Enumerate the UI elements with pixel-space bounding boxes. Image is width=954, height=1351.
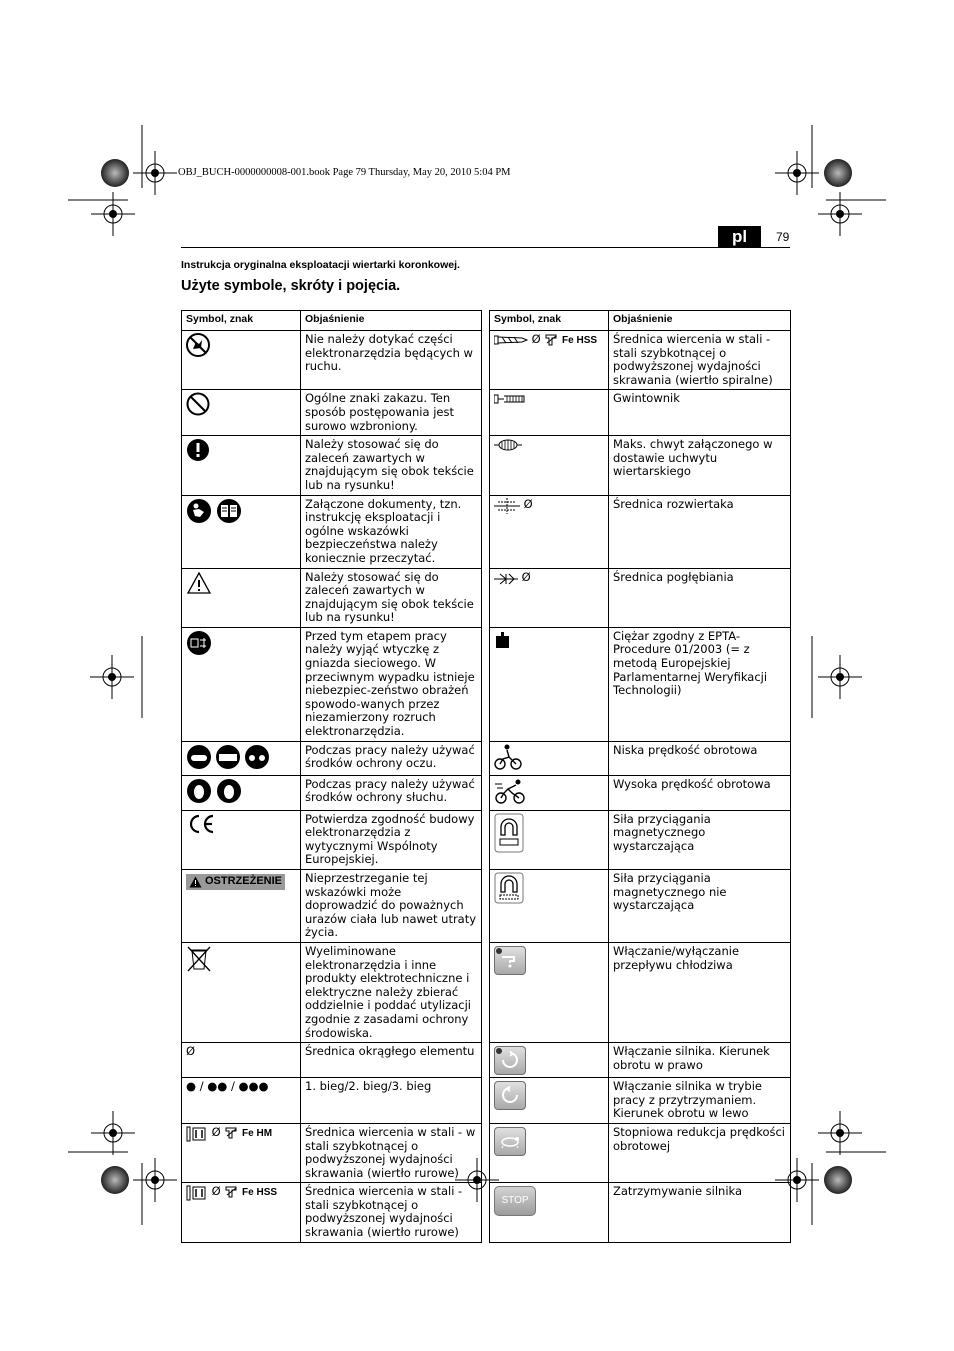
no-touching-moving-parts-icon: [186, 333, 210, 357]
diameter-symbol: Ø: [186, 1044, 196, 1059]
explanation-cell: Podczas pracy należy używać środków ochrony słuchu.: [301, 775, 482, 810]
explanation-cell: Średnica pogłębiania: [609, 568, 791, 627]
ear-protection-icons: [186, 778, 242, 804]
steel-block-icon: [544, 333, 558, 347]
magnet-insufficient-icon: [494, 872, 524, 904]
steel-hss-label: Fe HSS: [562, 335, 598, 346]
explanation-cell: Ogólne znaki zakazu. Ten sposób postępowania jest surowo wzbroniony.: [301, 390, 482, 436]
ce-mark-icon: [186, 813, 216, 835]
mandatory-exclamation-icon: [186, 438, 210, 462]
explanation-cell: Potwierdza zgodność budowy elektronarzędzia z wytycznymi Wspólnoty Europejskiej.: [301, 810, 482, 869]
steel-block-icon: [224, 1185, 238, 1199]
symbol-cell: [182, 390, 301, 436]
stop-button-icon: STOP: [494, 1186, 536, 1216]
explanation-cell: Należy stosować się do zaleceń zawartych w znajdującym się obok tekście lub na rysunku!: [301, 436, 482, 495]
table-row: [182, 1123, 791, 1182]
symbol-cell: [490, 627, 609, 741]
motor-ccw-button-icon: [494, 1081, 526, 1110]
table-row: [182, 568, 791, 627]
symbol-cell: [182, 568, 301, 627]
explanation-cell: Niska prędkość obrotowa: [609, 741, 791, 775]
header-explanation-right: Objaśnienie: [609, 311, 791, 331]
explanation-cell: Należy stosować się do zaleceń zawartych w znajdującym się obok tekście lub na rysunku!: [301, 568, 482, 627]
explanation-cell: Wyeliminowane elektronarzędzia i inne produkty elektrotechniczne i elektryczne należy zbierać oddzielnie i poddać utylizacji zgodnie z zasadami ochrony środowiska.: [301, 942, 482, 1042]
page-title: Użyte symbole, skróty i pojęcia.: [181, 278, 401, 294]
header-explanation-left: Objaśnienie: [301, 311, 482, 331]
diameter-symbol: Ø: [521, 569, 531, 584]
table-row: [182, 870, 791, 943]
symbol-cell: [490, 436, 609, 495]
language-badge: pl: [718, 226, 761, 247]
table-row: [182, 495, 791, 568]
explanation-cell: Siła przyciągania magnetycznego wystarczająca: [609, 810, 791, 869]
explanation-cell: Średnica okrągłego elementu: [301, 1043, 482, 1078]
table-row: [182, 627, 791, 741]
weight-icon: [494, 630, 512, 650]
symbol-cell: [490, 331, 609, 390]
steel-hm-label: Fe HM: [242, 1127, 273, 1139]
steel-hss-label: Fe HSS: [242, 1187, 278, 1199]
table-row: [182, 1043, 791, 1078]
symbols-table: [181, 310, 791, 1243]
explanation-cell: Włączanie silnika. Kierunek obrotu w prawo: [609, 1043, 791, 1078]
explanation-cell: Stopniowa redukcja prędkości obrotowej: [609, 1123, 791, 1182]
diameter-symbol: Ø: [523, 496, 533, 511]
header-symbol-left: Symbol, znak: [182, 311, 301, 331]
table-row: [182, 331, 791, 390]
explanation-cell: Ciężar zgodny z EPTA-Procedure 01/2003 (= z metodą Europejskiej Parlamentarnej Weryfikacji Technologii): [609, 627, 791, 741]
symbol-cell: [182, 1183, 301, 1242]
symbol-cell: [490, 741, 609, 775]
eye-protection-icons: [186, 744, 270, 770]
coolant-button-icon: [494, 946, 526, 975]
motor-cw-button-icon: [494, 1046, 526, 1075]
explanation-cell: Średnica wiercenia w stali - w stali szybkotnącej o podwyższonej wydajności skrawania (wiertło rurowe): [301, 1123, 482, 1182]
explanation-cell: Załączone dokumenty, tzn. instrukcję eksploatacji i ogólne wskazówki bezpieczeństwa należy koniecznie przeczytać.: [301, 495, 482, 568]
symbol-cell: [182, 870, 301, 943]
symbol-cell: [182, 495, 301, 568]
symbol-cell: [182, 1123, 301, 1182]
symbol-cell: [490, 942, 609, 1042]
diameter-symbol: Ø: [211, 1184, 221, 1199]
header-rule: [181, 247, 790, 248]
explanation-cell: Siła przyciągania magnetycznego nie wystarczająca: [609, 870, 791, 943]
table-row: [182, 810, 791, 869]
gear-dots: ● / ●● / ●●●: [186, 1079, 269, 1094]
core-drill-hss-icon: [186, 1185, 208, 1201]
table-header-row: [182, 311, 791, 331]
symbol-cell: [182, 741, 301, 775]
symbol-cell: [182, 627, 301, 741]
read-manual-icon: [186, 498, 242, 524]
warning-triangle-small-icon: [189, 876, 202, 888]
symbol-cell: [182, 1078, 301, 1124]
table-row: [182, 942, 791, 1042]
high-speed-cyclist-icon: [494, 778, 526, 804]
explanation-cell: Średnica wiercenia w stali - stali szybkotnącej o podwyższonej wydajności skrawania (wiertło rurowe): [301, 1183, 482, 1242]
warning-triangle-icon: [186, 571, 212, 595]
explanation-cell: Maks. chwyt załączonego w dostawie uchwytu wiertarskiego: [609, 436, 791, 495]
symbol-cell: [490, 810, 609, 869]
table-row: [182, 436, 791, 495]
spiral-drill-hss-icon: [494, 333, 528, 347]
explanation-cell: 1. bieg/2. bieg/3. bieg: [301, 1078, 482, 1124]
speed-reduction-button-icon: [494, 1127, 526, 1156]
steel-block-icon: [224, 1126, 238, 1140]
explanation-cell: Włączanie silnika w trybie pracy z przytrzymaniem. Kierunek obrotu w lewo: [609, 1078, 791, 1124]
tap-icon: [494, 392, 526, 406]
explanation-cell: Nie należy dotykać części elektronarzędzia będących w ruchu.: [301, 331, 482, 390]
symbol-cell: [490, 775, 609, 810]
diameter-symbol: Ø: [531, 332, 541, 346]
low-speed-cyclist-icon: [494, 744, 522, 770]
reamer-icon: [494, 498, 520, 514]
countersink-icon: [494, 571, 518, 587]
table-row: [182, 1078, 791, 1124]
unplug-icon: [186, 630, 212, 656]
explanation-cell: Nieprzestrzeganie tej wskazówki może doprowadzić do poważnych urazów ciała lub nawet utraty życia.: [301, 870, 482, 943]
explanation-cell: Wysoka prędkość obrotowa: [609, 775, 791, 810]
explanation-cell: Zatrzymywanie silnika: [609, 1183, 791, 1242]
diameter-symbol: Ø: [211, 1124, 221, 1139]
magnet-sufficient-icon: [494, 813, 524, 853]
explanation-cell: Włączanie/wyłączanie przepływu chłodziwa: [609, 942, 791, 1042]
symbol-cell: [490, 1123, 609, 1182]
explanation-cell: Gwintownik: [609, 390, 791, 436]
chuck-icon: [494, 438, 522, 452]
symbol-cell: [182, 331, 301, 390]
warning-label: OSTRZEŻENIE: [186, 874, 285, 890]
core-drill-hm-icon: [186, 1126, 208, 1142]
symbol-cell: [182, 810, 301, 869]
table-row: [182, 390, 791, 436]
weee-bin-icon: [186, 945, 212, 973]
explanation-cell: Średnica wiercenia w stali - stali szybkotnącej o podwyższonej wydajności skrawania (wiertło spiralne): [609, 331, 791, 390]
document-subtitle: Instrukcja oryginalna eksploatacji wiertarki koronkowej.: [181, 259, 460, 271]
symbol-cell: [182, 436, 301, 495]
explanation-cell: Przed tym etapem pracy należy wyjąć wtyczkę z gniazda sieciowego. W przeciwnym wypadku istnieje niebezpiec-zeństwo obrażeń spowodo-wanych przez niezamierzony rozruch elektronarzędzia.: [301, 627, 482, 741]
symbol-cell: [182, 1043, 301, 1078]
table-row: [182, 775, 791, 810]
header-symbol-right: Symbol, znak: [490, 311, 609, 331]
symbol-cell: [490, 495, 609, 568]
symbol-cell: [490, 870, 609, 943]
explanation-cell: Podczas pracy należy używać środków ochrony oczu.: [301, 741, 482, 775]
symbol-cell: [182, 775, 301, 810]
print-header: OBJ_BUCH-0000000008-001.book Page 79 Thursday, May 20, 2010 5:04 PM: [178, 167, 511, 178]
prohibition-icon: [186, 392, 210, 416]
symbol-cell: [182, 942, 301, 1042]
explanation-cell: Średnica rozwiertaka: [609, 495, 791, 568]
page-number: 79: [776, 230, 790, 244]
symbol-cell: [490, 1078, 609, 1124]
symbol-cell: [490, 390, 609, 436]
symbol-cell: [490, 1183, 609, 1242]
symbol-cell: [490, 568, 609, 627]
symbol-cell: [490, 1043, 609, 1078]
table-row: [182, 741, 791, 775]
table-row: [182, 1183, 791, 1242]
